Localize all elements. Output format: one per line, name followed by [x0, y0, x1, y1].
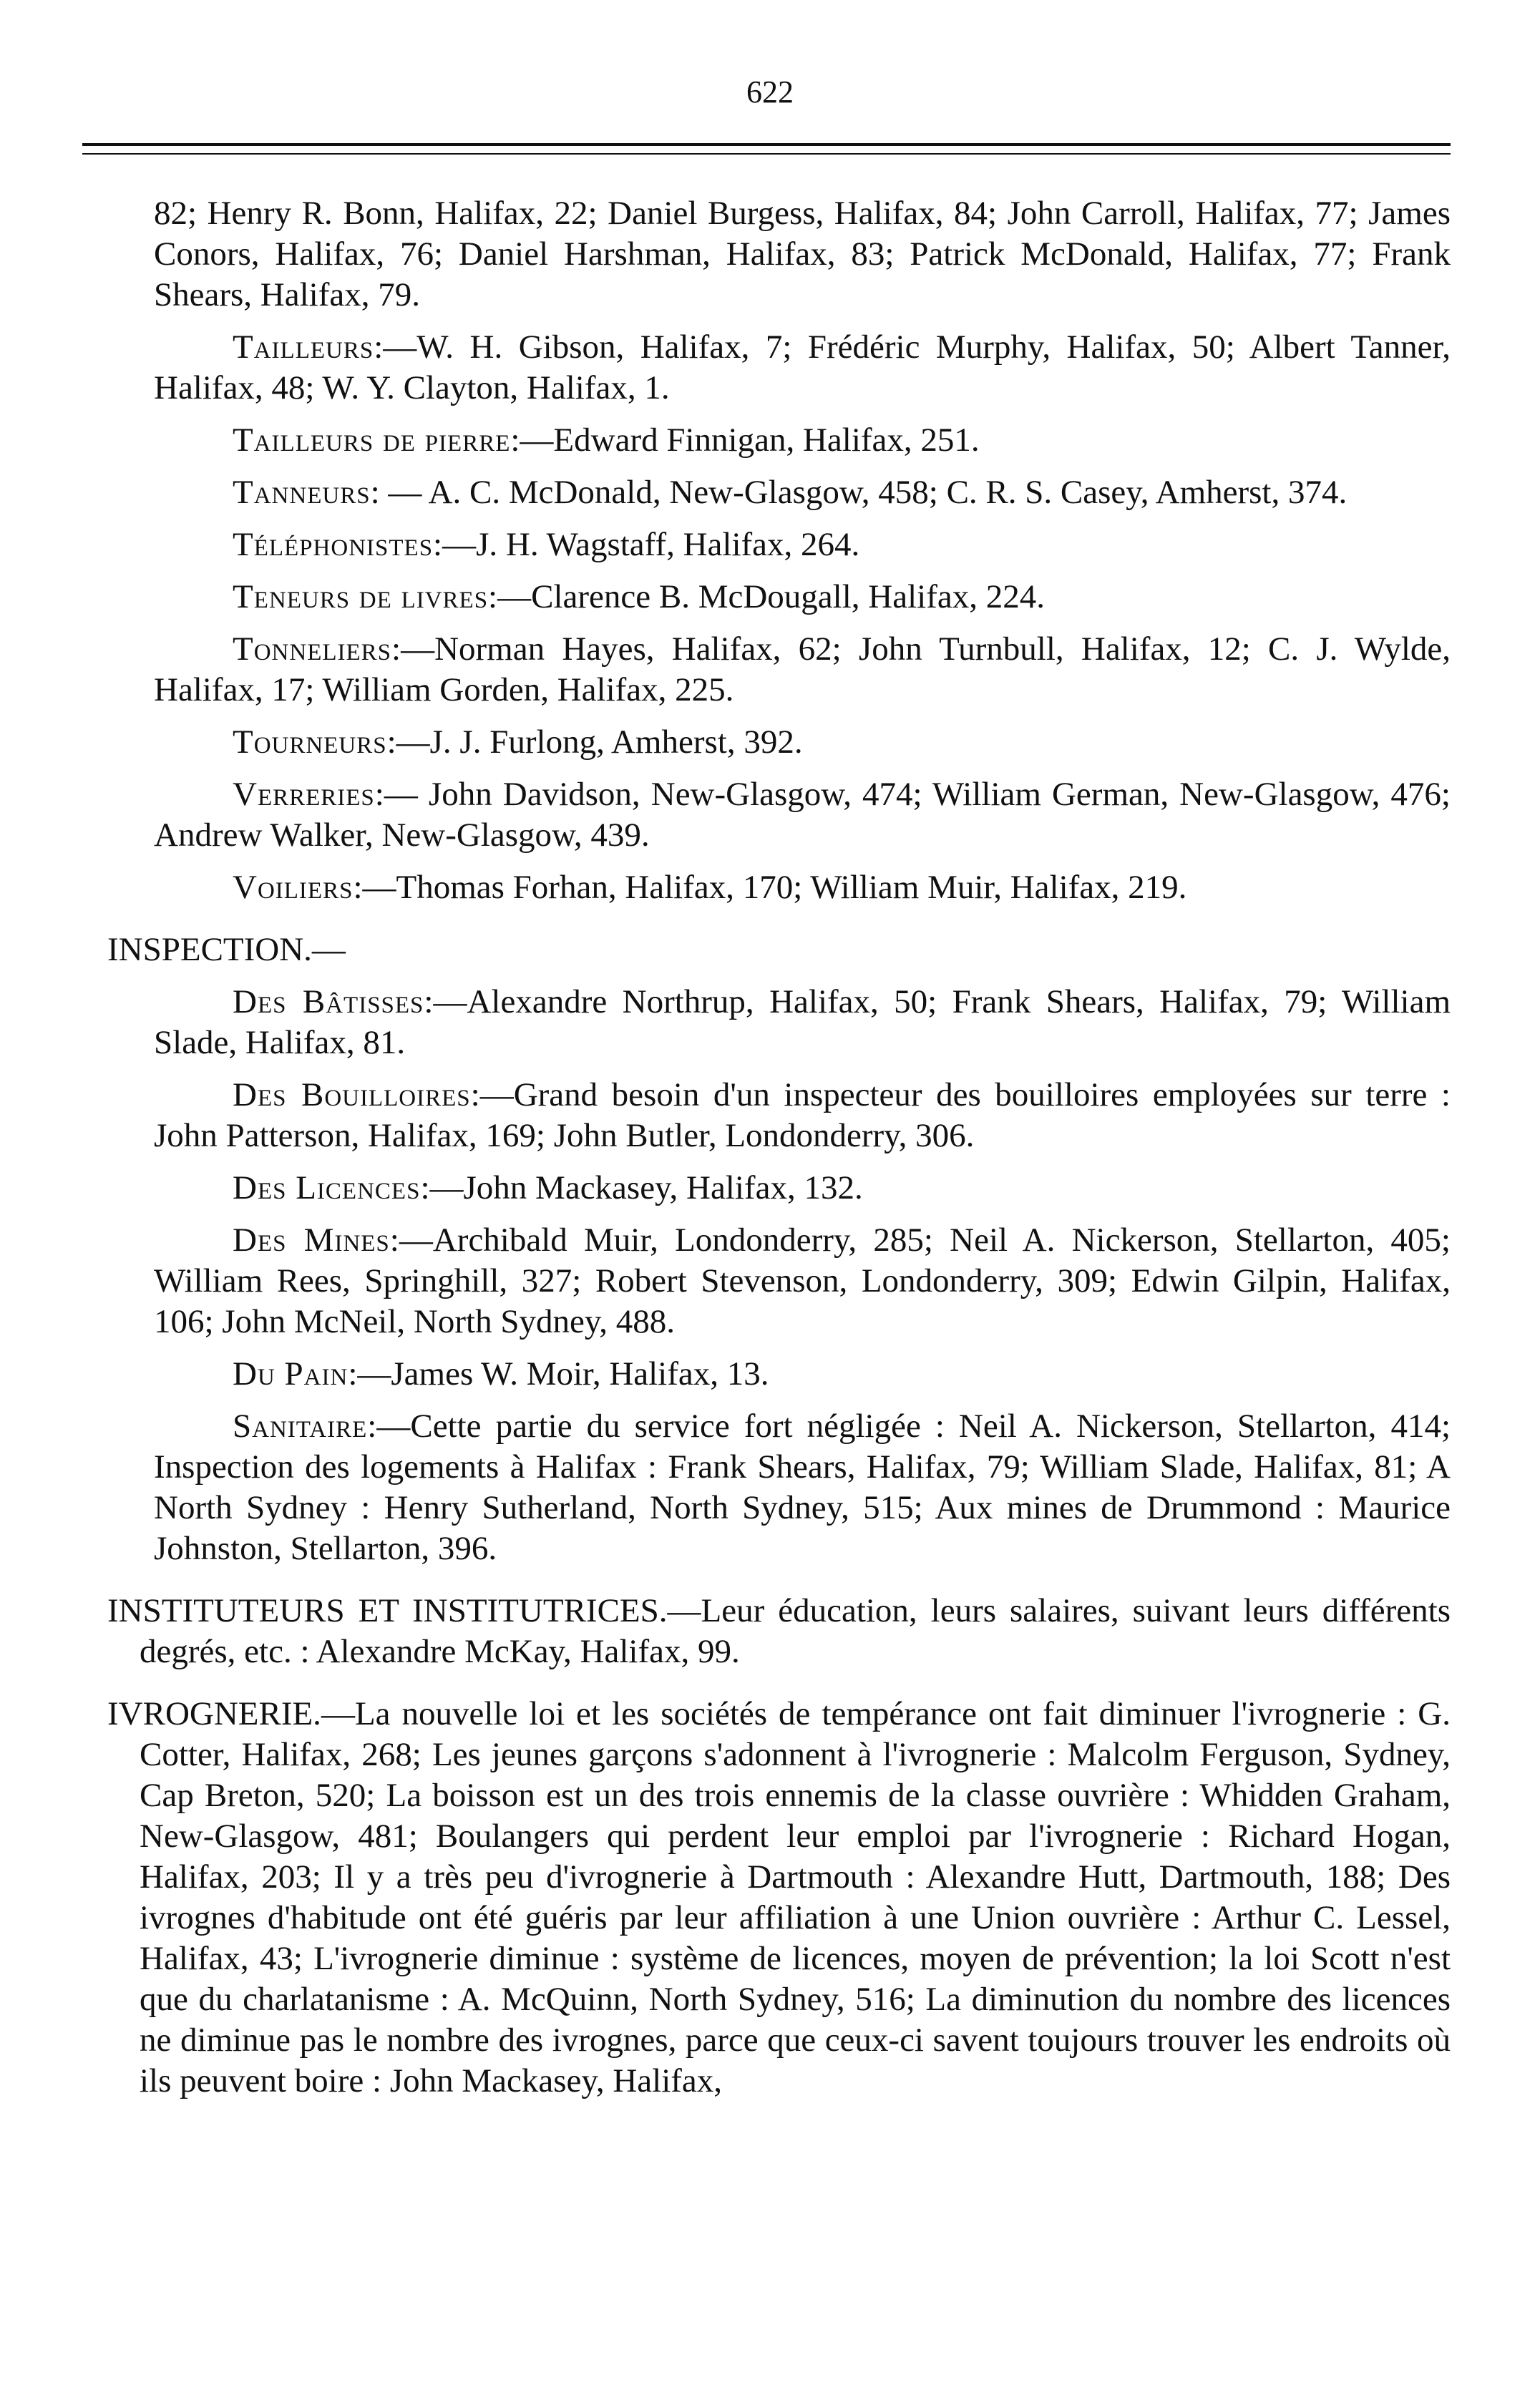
trade-text: :—Norman Hayes, Halifax, 62; John Turnbull, Halifax, 12; C. J. Wylde, Halifax, 17; William Gorden, Halifax, 225.: [154, 630, 1451, 708]
trade-entry: [0, 420, 1540, 461]
ivrognerie-text: —La nouvelle loi et les sociétés de tempérance ont fait diminuer l'ivrognerie : G. Cotter, Halifax, 268; Les jeunes garçons s'adonnent à l'ivrognerie : Malcolm Ferguson, Sydney, Cap Breton, 520; La boisson est un des trois ennemis de la classe ouvrière : Whidden Graham, New-Glasgow, 481; Boulangers qui perdent leur emploi par l'ivrognerie : Richard Hogan, Halifax, 203; Il y a très peu d'ivrognerie à Dartmouth : Alexandre Hutt, Dartmouth, 188; Des ivrognes d'habitude ont été guéris par leur affiliation à une Union ouvrière : Arthur C. Lessel, Halifax, 43; L'ivrognerie diminue : système de licences, moyen de prévention; la loi Scott n'est que du charlatanisme : A. McQuinn, North Sydney, 516; La diminution du nombre des licences ne diminue pas le nombre des ivrognes, parce que ceux-ci savent toujours trouver les endroits où ils peuvent boire : John Mackasey, Halifax,: [140, 1695, 1451, 2099]
section-instituteurs: [32, 1591, 1540, 1672]
inspection-text: :—Grand besoin d'un inspecteur des bouilloires employées sur terre : John Patterson, Halifax, 169; John Butler, Londonderry, 306.: [154, 1076, 1451, 1154]
instituteurs-heading: INSTITUTEURS ET INSTITUTRICES.: [107, 1592, 668, 1629]
section-heading-inspection: [32, 930, 1540, 970]
trade-entry: [0, 472, 1540, 513]
trade-label: Tanneurs: [233, 474, 371, 511]
inspection-text: :—James W. Moir, Halifax, 13.: [348, 1355, 769, 1392]
ivrognerie-heading: IVROGNERIE.: [107, 1695, 321, 1732]
inspection-label: Sanitaire: [233, 1408, 368, 1445]
header-rule-thick: [82, 143, 1451, 146]
inspection-text: :—Alexandre Northrup, Halifax, 50; Frank Shears, Halifax, 79; William Slade, Halifax, 81.: [154, 983, 1451, 1061]
trade-label: Tailleurs de pierre: [233, 421, 511, 459]
trade-entry: [0, 722, 1540, 763]
inspection-label: Des Mines: [233, 1221, 390, 1259]
trade-label: Tailleurs: [233, 328, 374, 366]
page-number: 622: [746, 74, 794, 109]
inspection-entry: [0, 982, 1540, 1063]
page-body: [0, 193, 1540, 2113]
inspection-entry: [0, 1168, 1540, 1209]
header-rule-thin: [82, 153, 1451, 155]
inspection-text: :—Cette partie du service fort négligée : Neil A. Nickerson, Stellarton, 414; Inspection des logements à Halifax : Frank Shears, Halifax, 79; William Slade, Halifax, 81; A North Sydney : Henry Sutherland, North Sydney, 515; Aux mines de Drummond : Maurice Johnston, Stellarton, 396.: [154, 1408, 1451, 1567]
trade-entry: [0, 525, 1540, 565]
inspection-text: :—John Mackasey, Halifax, 132.: [420, 1169, 863, 1206]
trade-label: Téléphonistes: [233, 526, 434, 563]
inspection-entry: [0, 1220, 1540, 1342]
inspection-label: Des Licences: [233, 1169, 421, 1206]
trade-text: :—Clarence B. McDougall, Halifax, 224.: [488, 578, 1045, 615]
trade-text: :—Edward Finnigan, Halifax, 251.: [510, 421, 980, 459]
inspection-label: Des Bâtisses: [233, 983, 424, 1020]
trade-entry: [0, 629, 1540, 711]
inspection-text: :—Archibald Muir, Londonderry, 285; Neil A. Nickerson, Stellarton, 405; William Rees, Springhill, 327; Robert Stevenson, Londonderry, 309; Edwin Gilpin, Halifax, 106; John McNeil, North Sydney, 488.: [154, 1221, 1451, 1340]
trade-text: :—J. H. Wagstaff, Halifax, 264.: [433, 526, 860, 563]
trade-entry: [0, 867, 1540, 908]
inspection-entry: [0, 1354, 1540, 1395]
trade-text: :— John Davidson, New-Glasgow, 474; William German, New-Glasgow, 476; Andrew Walker, New-Glasgow, 439.: [154, 776, 1451, 854]
trade-label: Tourneurs: [233, 723, 387, 761]
trade-text: :—J. J. Furlong, Amherst, 392.: [386, 723, 803, 761]
trade-text: : — A. C. McDonald, New-Glasgow, 458; C. R. S. Casey, Amherst, 374.: [370, 474, 1348, 511]
inspection-heading: INSPECTION.—: [107, 931, 346, 968]
trade-text: :—W. H. Gibson, Halifax, 7; Frédéric Murphy, Halifax, 50; Albert Tanner, Halifax, 48; W. Y. Clayton, Halifax, 1.: [154, 328, 1451, 406]
inspection-entry: [0, 1406, 1540, 1569]
instituteurs-text: —Leur éducation, leurs salaires, suivant leurs différents degrés, etc. : Alexandre McKay, Halifax, 99.: [140, 1592, 1451, 1670]
trade-label: Tonneliers: [233, 630, 392, 668]
trade-entry: [0, 774, 1540, 856]
inspection-label: Des Bouilloires: [233, 1076, 471, 1113]
intro-paragraph: 82; Henry R. Bonn, Halifax, 22; Daniel Burgess, Halifax, 84; John Carroll, Halifax, 77; James Conors, Halifax, 76; Daniel Harshman, Halifax, 83; Patrick McDonald, Halifax, 77; Frank Shears, Halifax, 79.: [154, 195, 1451, 313]
trade-entry: [0, 577, 1540, 618]
trade-label: Teneurs de livres: [233, 578, 489, 615]
trade-label: Verreries: [233, 776, 375, 813]
section-ivrognerie: [32, 1694, 1540, 2102]
trade-entry: [0, 327, 1540, 409]
inspection-entry: [0, 1075, 1540, 1156]
trade-label: Voiliers: [233, 869, 354, 906]
inspection-label: Du Pain: [233, 1355, 349, 1392]
trade-text: :—Thomas Forhan, Halifax, 170; William Muir, Halifax, 219.: [353, 869, 1187, 906]
